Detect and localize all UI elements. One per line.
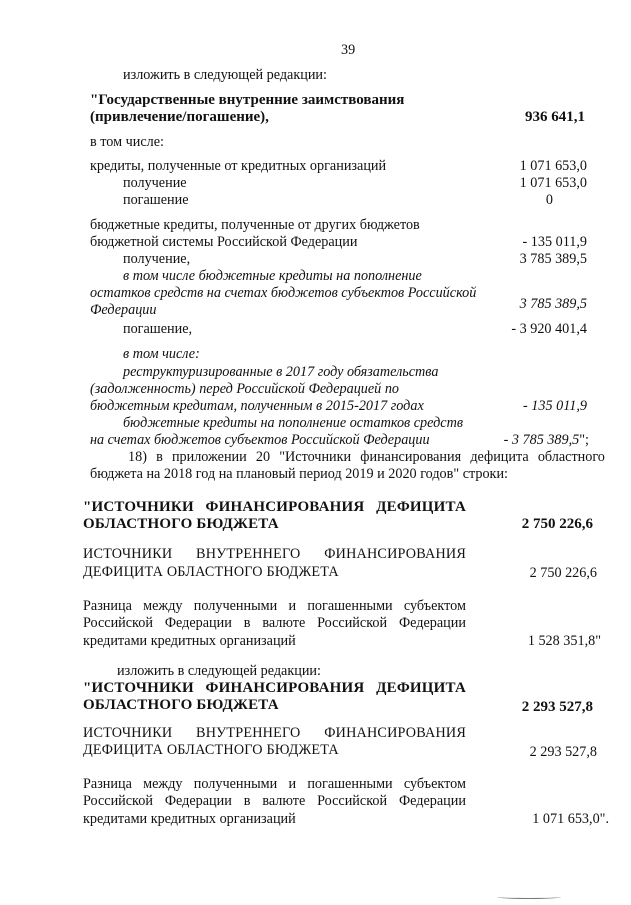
word: финансирования [360, 449, 462, 465]
word: Федерации [164, 793, 232, 809]
new-diff-line1 [83, 776, 466, 793]
word: Российской [317, 615, 388, 631]
word: погашенными [307, 776, 393, 792]
budget-credits-value: - 135 011,9 [522, 234, 587, 250]
word: дефицита [470, 449, 529, 465]
word: Разница [83, 776, 132, 792]
word: субъектом [403, 776, 466, 792]
word: "ИСТОЧНИКИ [83, 680, 194, 696]
word: полученными [193, 776, 278, 792]
word: Российской [83, 615, 153, 631]
budget-replenish-value: - 3 785 389,5 [503, 432, 580, 448]
word: ДЕФИЦИТА [376, 680, 466, 696]
incl-budget-credits-line3: Федерации [90, 302, 157, 318]
budget-replenish-suffix: "; [579, 432, 589, 448]
budget-get-label: получение, [123, 251, 191, 267]
intro-text: изложить в следующей редакции: [123, 67, 327, 83]
word: валюте [262, 615, 306, 631]
word: и [288, 776, 297, 792]
new-sources-value: 2 293 527,8 [521, 699, 593, 715]
old-diff-line2 [83, 615, 466, 632]
new-diff-value: 1 071 653,0". [532, 811, 609, 827]
restructured-line1: реструктуризированные в 2017 году обязательства [123, 364, 439, 380]
new-diff-line2 [83, 793, 466, 810]
word: приложении [171, 449, 247, 465]
old-inner-value: 2 750 226,6 [529, 565, 597, 581]
word: 18) [128, 449, 147, 465]
word: и [288, 598, 297, 614]
word: ИСТОЧНИКИ [83, 546, 173, 562]
credits-label: кредиты, полученные от кредитных организаций [90, 158, 387, 174]
word: ФИНАНСИРОВАНИЯ [205, 680, 365, 696]
budget-replenish-line1: бюджетные кредиты на пополнение остатков средств [123, 415, 463, 431]
old-diff-line3: кредитами кредитных организаций [83, 633, 296, 649]
gvz-incl-label: в том числе: [90, 134, 164, 150]
word: между [143, 598, 183, 614]
word: полученными [193, 598, 278, 614]
word: ФИНАНСИРОВАНИЯ [324, 546, 466, 562]
incl2-label: в том числе: [123, 346, 200, 362]
new-inner-value: 2 293 527,8 [529, 744, 597, 760]
word: субъектом [403, 598, 466, 614]
word: в [243, 793, 251, 809]
credits-get-value: 1 071 653,0 [519, 175, 587, 191]
new-diff-line3: кредитами кредитных организаций [83, 811, 296, 827]
budget-replenish-value-wrap [504, 432, 589, 449]
word: 20 [255, 449, 271, 465]
new-inner-title-line1 [83, 725, 466, 742]
restructured-value: - 135 011,9 [523, 398, 587, 414]
old-sources-value: 2 750 226,6 [521, 516, 593, 532]
restructured-line3: бюджетным кредитам, полученным в 2015-2017 годах [90, 398, 424, 414]
budget-get-value: 3 785 389,5 [519, 251, 587, 267]
gvz-total-value: 936 641,1 [525, 109, 585, 125]
word: областного [537, 449, 605, 465]
word: ФИНАНСИРОВАНИЯ [205, 499, 365, 515]
word: Российской [83, 793, 153, 809]
new-inner-title-line2: ДЕФИЦИТА ОБЛАСТНОГО БЮДЖЕТА [83, 742, 339, 758]
budget-replenish-line2: на счетах бюджетов субъектов Российской Федерации [90, 432, 430, 448]
new-sources-title-line1 [83, 680, 466, 697]
gvz-title-line2: (привлечение/погашение), [90, 109, 269, 125]
budget-credits-line1: бюджетные кредиты, полученные от других бюджетов [90, 217, 420, 233]
word: ДЕФИЦИТА [376, 499, 466, 515]
word: между [143, 776, 183, 792]
word: ВНУТРЕННЕГО [196, 725, 301, 741]
page-number: 39 [341, 42, 356, 58]
new-sources-title-line2: ОБЛАСТНОГО БЮДЖЕТА [83, 697, 279, 713]
budget-repay-label: погашение, [123, 321, 193, 337]
item18-line2: бюджета на 2018 год на плановый период 2019 и 2020 годов" строки: [90, 466, 508, 482]
word: валюте [262, 793, 306, 809]
word: ВНУТРЕННЕГО [196, 546, 301, 562]
old-diff-value: 1 528 351,8" [527, 633, 601, 649]
budget-credits-line2: бюджетной системы Российской Федерации [90, 234, 358, 250]
gvz-title-line1: "Государственные внутренние заимствования [90, 92, 405, 108]
incl-budget-credits-line2: остатков средств на счетах бюджетов субъектов Российской [90, 285, 477, 301]
old-sources-title-line2: ОБЛАСТНОГО БЮДЖЕТА [83, 516, 279, 532]
word: Российской [317, 793, 388, 809]
word: ИСТОЧНИКИ [83, 725, 173, 741]
credits-get-label: получение [123, 175, 187, 191]
restructured-line2: (задолженность) перед Российской Федерацией по [90, 381, 400, 397]
incl-budget-credits-value: 3 785 389,5 [519, 296, 587, 312]
old-diff-line1 [83, 598, 466, 615]
budget-repay-value: - 3 920 401,4 [511, 321, 587, 337]
old-sources-title-line1 [83, 499, 466, 516]
intro2-text: изложить в следующей редакции: [117, 663, 321, 679]
word: погашенными [307, 598, 393, 614]
incl-budget-credits-line1: в том числе бюджетные кредиты на пополнение [123, 268, 422, 284]
word: Разница [83, 598, 132, 614]
word: Федерации [398, 615, 466, 631]
item18-line1 [128, 449, 605, 466]
word: "ИСТОЧНИКИ [83, 499, 194, 515]
word: "Источники [279, 449, 352, 465]
scan-mark [497, 895, 561, 899]
old-inner-title-line2: ДЕФИЦИТА ОБЛАСТНОГО БЮДЖЕТА [83, 564, 339, 580]
word: в [156, 449, 163, 465]
credits-value: 1 071 653,0 [519, 158, 587, 174]
word: Федерации [164, 615, 232, 631]
word: в [243, 615, 251, 631]
word: ФИНАНСИРОВАНИЯ [324, 725, 466, 741]
word: Федерации [398, 793, 466, 809]
credits-repay-value: 0 [545, 192, 553, 208]
credits-repay-label: погашение [123, 192, 189, 208]
old-inner-title-line1 [83, 546, 466, 563]
